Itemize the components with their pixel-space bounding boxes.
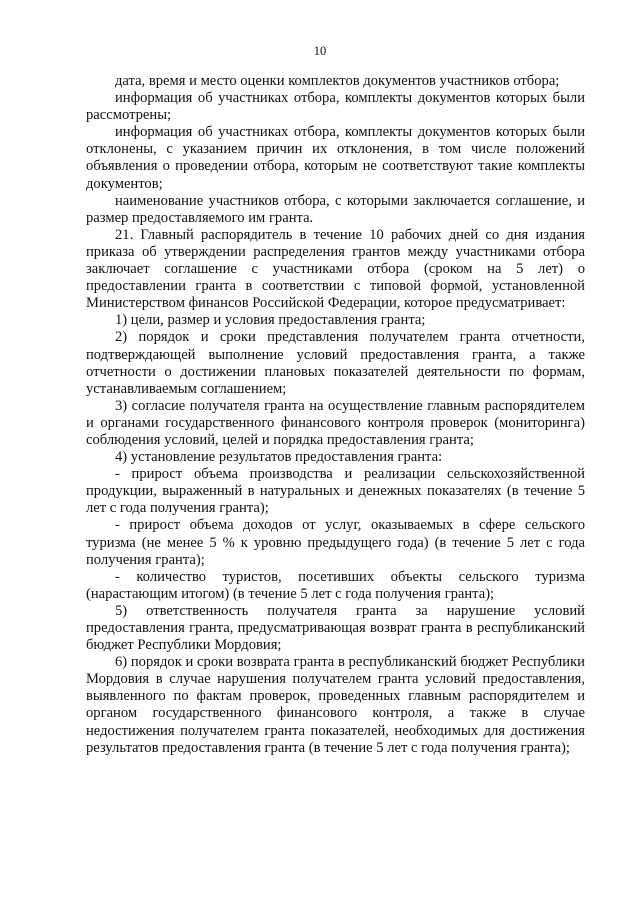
paragraph-result-tourists: - количество туристов, посетивших объекты сельского туризма (нарастающим итогом) (в течение 5 лет с года получения гранта); bbox=[86, 568, 585, 602]
paragraph-item-4: 4) установление результатов предоставления гранта: bbox=[115, 449, 443, 466]
paragraph-item-6: 6) порядок и сроки возврата гранта в республиканский бюджет Республики Мордовия в случае нарушения получателем гранта условий предоставления, выявленного по фактам проверок, проведенных главным распорядителем и органом государственного финансового контроля, а также в случае недостижения получателем гранта показателей, необходимых для достижения результатов предоставления гранта (в течение 5 лет с года получения гранта); bbox=[86, 654, 585, 756]
paragraph-agreement-participants: наименование участников отбора, с которыми заключается соглашение, и размер предоставляемого им гранта. bbox=[86, 192, 585, 226]
paragraph-result-income: - прирост объема доходов от услуг, оказываемых в сфере сельского туризма (не менее 5 % к уровню предыдущего года) (в течение 5 лет с года получения гранта); bbox=[86, 517, 585, 568]
paragraph-reviewed-participants: информация об участниках отбора, комплекты документов которых были рассмотрены; bbox=[86, 90, 585, 124]
paragraph-item-5: 5) ответственность получателя гранта за нарушение условий предоставления гранта, предусматривающая возврат гранта в республиканский бюджет Республики Мордовия; bbox=[86, 602, 585, 654]
paragraph-evaluation-date: дата, время и место оценки комплектов документов участников отбора; bbox=[115, 73, 560, 89]
paragraph-item-2: 2) порядок и сроки представления получателем гранта отчетности, подтверждающей выполнение условий предоставления гранта, а также отчетности о достижении плановых показателей деятельности по формам, устанавливаемым соглашением; bbox=[86, 329, 585, 397]
paragraph-rejected-participants: информация об участниках отбора, комплекты документов которых были отклонены, с указанием причин их отклонения, в том числе положений объявления о проведении отбора, которым не соответствуют такие комплекты документов; bbox=[86, 124, 585, 192]
paragraph-clause-21: 21. Главный распорядитель в течение 10 рабочих дней со дня издания приказа об утверждении распределения грантов между участниками отбора заключает соглашение с участниками отбора (сроком на 5 лет) о предоставлении гранта в соответствии с типовой формой, установленной Министерством финансов Российской Федерации, которое предусматривает: bbox=[86, 226, 585, 312]
document-body bbox=[86, 73, 585, 757]
page-number: 10 bbox=[313, 44, 327, 58]
paragraph-item-1: 1) цели, размер и условия предоставления гранта; bbox=[115, 312, 426, 329]
paragraph-item-3: 3) согласие получателя гранта на осуществление главным распорядителем и органами государственного финансового контроля проверок (мониторинга) соблюдения условий, целей и порядка предоставления гранта; bbox=[86, 397, 585, 448]
paragraph-result-production: - прирост объема производства и реализации сельскохозяйственной продукции, выраженный в натуральных и денежных показателях (в течение 5 лет с года получения гранта); bbox=[86, 466, 585, 517]
